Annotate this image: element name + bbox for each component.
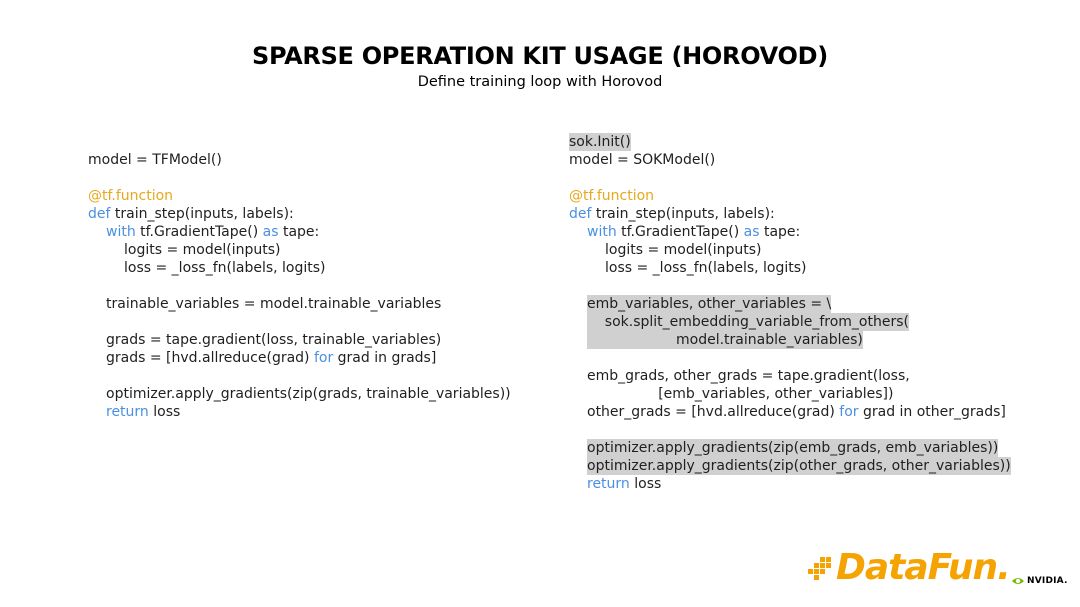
keyword: as: [743, 224, 760, 240]
keyword: for: [313, 350, 334, 366]
code-text: other_grads = [hvd.allreduce(grad): [587, 404, 840, 420]
code-line: [569, 205, 1011, 223]
keyword: as: [262, 224, 279, 240]
highlighted-code: optimizer.apply_gradients(zip(other_grads, other_variables)): [587, 458, 1011, 474]
code-line: [569, 403, 1011, 421]
highlighted-code: model.trainable_variables): [587, 332, 863, 348]
code-block-tf: [88, 151, 511, 421]
code-line: grads = tape.gradient(loss, trainable_variables): [106, 332, 442, 348]
code-blank: [569, 169, 1011, 187]
code-text: grad in other_grads]: [858, 404, 1006, 420]
code-block-sok: [569, 133, 1011, 493]
code-blank: [88, 313, 511, 331]
code-text: grad in grads]: [333, 350, 437, 366]
code-text: train_step(inputs, labels):: [591, 206, 775, 222]
highlighted-code: sok.Init(): [569, 134, 631, 150]
code-line: @tf.function: [88, 188, 174, 204]
code-blank: [569, 277, 1011, 295]
code-line: [88, 223, 511, 241]
code-line: [569, 331, 1011, 349]
keyword: with: [106, 224, 136, 240]
code-text: tf.GradientTape(): [135, 224, 263, 240]
code-line: loss = _loss_fn(labels, logits): [605, 260, 807, 276]
code-line: @tf.function: [569, 188, 655, 204]
nvidia-logo: [1011, 576, 1068, 586]
nvidia-wordmark: NVIDIA.: [1027, 576, 1068, 586]
code-text: tf.GradientTape(): [616, 224, 744, 240]
code-blank: [88, 277, 511, 295]
code-line: emb_grads, other_grads = tape.gradient(loss,: [587, 368, 910, 384]
datafun-logo: [806, 546, 1010, 590]
datafun-wordmark: DataFun.: [836, 547, 1010, 588]
code-line: [569, 133, 1011, 151]
code-line: logits = model(inputs): [124, 242, 281, 258]
keyword: return: [587, 476, 630, 492]
code-blank: [88, 169, 511, 187]
highlighted-code: emb_variables, other_variables = \: [587, 296, 832, 312]
code-text: tape:: [278, 224, 320, 240]
keyword: def: [569, 206, 592, 222]
code-text: train_step(inputs, labels):: [110, 206, 294, 222]
code-line: [88, 403, 511, 421]
keyword: for: [839, 404, 859, 420]
code-line: [569, 439, 1011, 457]
code-text: loss: [148, 404, 181, 420]
code-line: [88, 205, 511, 223]
code-line: optimizer.apply_gradients(zip(grads, trainable_variables)): [106, 386, 511, 402]
highlighted-code: sok.split_embedding_variable_from_others(: [587, 314, 909, 330]
keyword: return: [106, 404, 149, 420]
code-blank: [88, 367, 511, 385]
highlighted-code: optimizer.apply_gradients(zip(emb_grads, emb_variables)): [587, 440, 999, 456]
keyword: with: [587, 224, 617, 240]
code-line: trainable_variables = model.trainable_variables: [106, 296, 442, 312]
slide-subtitle: Define training loop with Horovod: [417, 74, 663, 90]
keyword: def: [88, 206, 111, 222]
code-line: [88, 349, 511, 367]
code-text: grads = [hvd.allreduce(grad): [106, 350, 314, 366]
code-text: tape:: [759, 224, 801, 240]
datafun-pixel-icon: [806, 555, 832, 581]
slide-title: SPARSE OPERATION KIT USAGE (HOROVOD): [252, 42, 828, 70]
code-line: loss = _loss_fn(labels, logits): [124, 260, 326, 276]
code-line: logits = model(inputs): [605, 242, 762, 258]
nvidia-eye-icon: [1011, 576, 1025, 586]
code-line: [569, 313, 1011, 331]
code-text: loss: [629, 476, 662, 492]
code-line: [569, 457, 1011, 475]
code-line: [569, 223, 1011, 241]
code-line: model = SOKModel(): [569, 152, 716, 168]
code-line: [emb_variables, other_variables]): [587, 386, 894, 402]
code-line: [569, 475, 1011, 493]
code-line: [569, 295, 1011, 313]
code-line: model = TFModel(): [88, 152, 222, 168]
code-blank: [569, 421, 1011, 439]
code-blank: [569, 349, 1011, 367]
